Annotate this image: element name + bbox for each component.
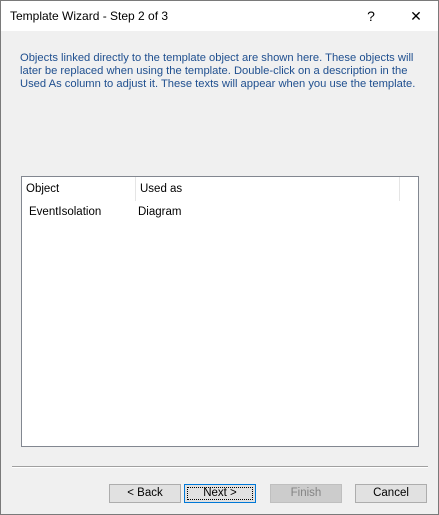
separator-line bbox=[12, 466, 428, 468]
linked-objects-list[interactable] bbox=[21, 176, 419, 447]
help-icon[interactable]: ? bbox=[367, 8, 375, 24]
close-icon[interactable]: ✕ bbox=[410, 7, 422, 24]
list-item[interactable] bbox=[22, 203, 418, 221]
finish-button: Finish bbox=[270, 484, 342, 503]
next-button[interactable]: Next > bbox=[184, 484, 256, 503]
cell-object: EventIsolation bbox=[29, 206, 102, 218]
instructions-text: Objects linked directly to the template object are shown here. These objects will later be replaced when using the template. Double-click on a description in the Used As column to adjust it. These texts will appear when you use the template. bbox=[20, 52, 416, 90]
cancel-button[interactable]: Cancel bbox=[355, 484, 427, 503]
title-bar bbox=[1, 1, 438, 31]
wizard-content bbox=[1, 32, 438, 514]
back-button[interactable]: < Back bbox=[109, 484, 181, 503]
cell-used-as[interactable]: Diagram bbox=[138, 206, 182, 218]
column-header-used-as[interactable]: Used as bbox=[136, 177, 400, 201]
list-header bbox=[22, 177, 418, 201]
column-header-object[interactable]: Object bbox=[22, 177, 136, 201]
dialog-title: Template Wizard - Step 2 of 3 bbox=[10, 9, 169, 23]
